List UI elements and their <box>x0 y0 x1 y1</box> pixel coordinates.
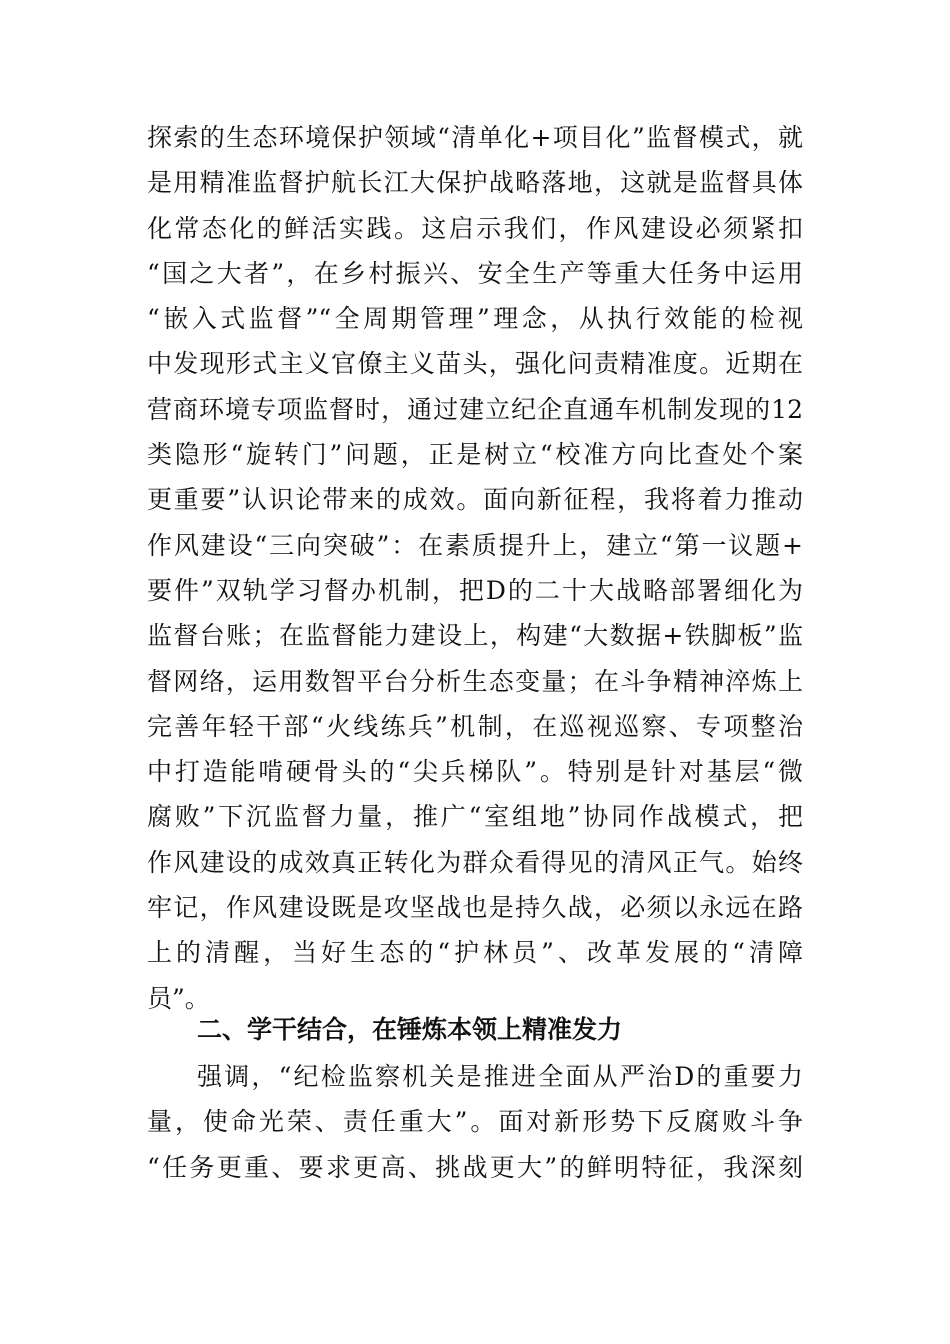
paragraph-line: 督网络，运用数智平台分析生态变量；在斗争精神淬炼上 <box>147 666 803 696</box>
paragraph-line: “嵌入式监督”“全周期管理”理念，从执行效能的检视 <box>147 304 803 334</box>
paragraph-line: 中发现形式主义官僚主义苗头，强化问责精准度。近期在 <box>147 349 803 379</box>
paragraph-line: 员”。 <box>147 983 210 1013</box>
paragraph-line: 中打造能啃硬骨头的“尖兵梯队”。特别是针对基层“微 <box>147 757 803 787</box>
paragraph-line: “任务更重、要求更高、挑战更大”的鲜明特征，我深刻 <box>147 1152 803 1182</box>
section-heading: 二、学干结合，在锤炼本领上精准发力 <box>197 1015 623 1044</box>
paragraph-line: 营商环境专项监督时，通过建立纪企直通车机制发现的12 <box>147 394 803 424</box>
paragraph-line: “国之大者”，在乡村振兴、安全生产等重大任务中运用 <box>147 258 803 288</box>
paragraph-line: 上的清醒，当好生态的“护林员”、改革发展的“清障 <box>147 938 803 968</box>
paragraph-line: 量，使命光荣、责任重大”。面对新形势下反腐败斗争 <box>147 1107 803 1137</box>
paragraph-line: 作风建设“三向突破”：在素质提升上，建立“第一议题+ <box>147 530 803 560</box>
paragraph-line: 是用精准监督护航长江大保护战略落地，这就是监督具体 <box>147 168 803 198</box>
paragraph-line: 监督台账；在监督能力建设上，构建“大数据+铁脚板”监 <box>147 621 803 651</box>
paragraph-line: 腐败”下沉监督力量，推广“室组地”协同作战模式，把 <box>147 802 803 832</box>
paragraph-line: 牢记，作风建设既是攻坚战也是持久战，必须以永远在路 <box>147 893 803 923</box>
paragraph-1 <box>147 115 803 1021</box>
paragraph-line: 更重要”认识论带来的成效。面向新征程，我将着力推动 <box>147 485 803 515</box>
paragraph-line: 强调，“纪检监察机关是推进全面从严治D的重要力 <box>197 1062 803 1091</box>
paragraph-line: 探索的生态环境保护领域“清单化+项目化”监督模式，就 <box>147 123 803 152</box>
paragraph-2 <box>147 1054 803 1190</box>
paragraph-line: 化常态化的鲜活实践。这启示我们，作风建设必须紧扣 <box>147 213 803 243</box>
paragraph-line: 作风建设的成效真正转化为群众看得见的清风正气。始终 <box>147 847 803 877</box>
paragraph-line: 完善年轻干部“火线练兵”机制，在巡视巡察、专项整治 <box>147 711 803 741</box>
paragraph-line: 类隐形“旋转门”问题，正是树立“校准方向比查处个案 <box>147 440 803 470</box>
paragraph-line: 要件”双轨学习督办机制，把D的二十大战略部署细化为 <box>147 575 803 605</box>
